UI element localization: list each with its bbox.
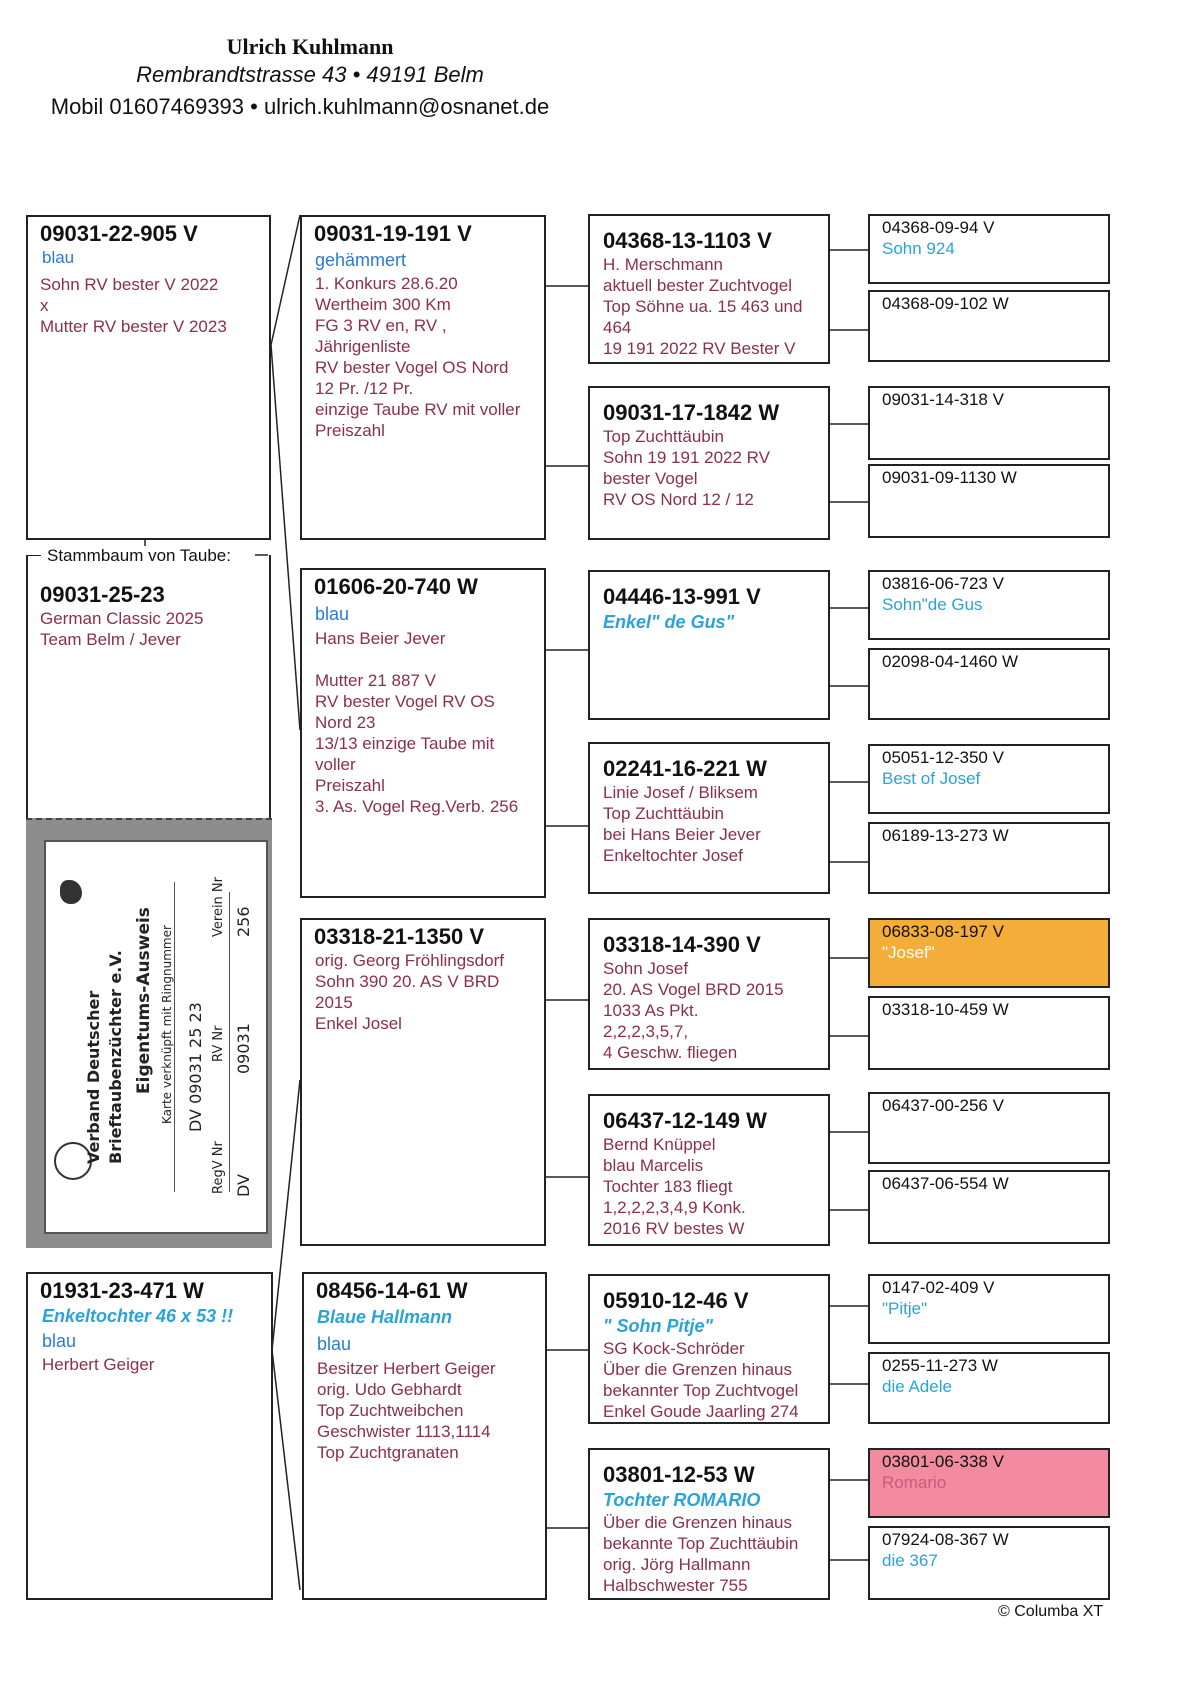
grandparent-notes: Über die Grenzen hinaus bekannte Top Zuchttäubin orig. Jörg Hallmann Halbschwester 755 [603, 1513, 799, 1595]
ggparent-ring: 0255-11-273 W [882, 1356, 998, 1375]
dam-notes: Herbert Geiger [42, 1355, 155, 1374]
ggparent-ring: 04368-09-94 V [882, 218, 995, 237]
parent-notes: Besitzer Herbert Geiger orig. Udo Gebhardt Top Zuchtweibchen Geschwister 1113,1114 Top Zuchtgranaten [317, 1359, 496, 1462]
grandparent-notes: Bernd Knüppel blau Marcelis Tochter 183 fliegt 1,2,2,2,3,4,9 Konk. 2016 RV bestes W [603, 1135, 746, 1238]
ggparent-ring: 09031-14-318 V [882, 390, 1004, 409]
grandparent-box-4 [588, 742, 830, 894]
ggparent-box-2 [868, 290, 1110, 362]
owner-contact: Mobil 01607469393 • ulrich.kuhlmann@osnanet.de [50, 94, 550, 119]
parent-box-4 [302, 1272, 547, 1600]
copyright: © Columba XT [998, 1603, 1104, 1620]
grandparent-ring: 02241-16-221 W [603, 756, 767, 781]
parent-notes: Hans Beier Jever Mutter 21 887 V RV bester Vogel RV OS Nord 23 13/13 einzige Taube mit voller Preiszahl 3. As. Vogel Reg.Verb. 256 [315, 629, 519, 816]
grandparent-ring: 03318-14-390 V [603, 932, 761, 957]
stammbaum-notes: German Classic 2025 Team Belm / Jever [40, 609, 204, 649]
dam-color: blau [42, 1331, 77, 1351]
grandparent-ring: 06437-12-149 W [603, 1108, 767, 1133]
grandparent-box-6 [588, 1094, 830, 1246]
grandparent-box-3 [588, 570, 830, 720]
grandparent-notes: Sohn Josef 20. AS Vogel BRD 2015 1033 As Pkt. 2,2,2,3,5,7, 4 Geschw. fliegen [603, 959, 784, 1062]
ownership-card [26, 818, 272, 1248]
ggparent-ring: 03801-06-338 V [882, 1452, 1004, 1471]
ggparent-ring: 03318-10-459 W [882, 1000, 1009, 1019]
dam-title: Enkeltochter 46 x 53 !! [42, 1306, 234, 1326]
ggparent-notes: die Adele [882, 1377, 952, 1396]
ggparent-notes: Best of Josef [882, 769, 981, 788]
stammbaum-frame-left [26, 555, 41, 556]
grandparent-box-1 [588, 214, 830, 364]
ggparent-notes: Romario [882, 1473, 947, 1492]
card-org2: Brieftaubenzüchter e.V. [106, 950, 125, 1164]
grandparent-ring: 05910-12-46 V [603, 1288, 749, 1313]
grandparent-title: " Sohn Pitje" [603, 1316, 714, 1336]
grandparent-notes: H. Merschmann aktuell bester Zuchtvogel Top Söhne ua. 15 463 und 464 19 191 2022 RV Bester V [603, 255, 803, 358]
stammbaum-ring: 09031-25-23 [40, 582, 165, 607]
parent-color: gehämmert [315, 250, 407, 270]
ggparent-box-12 [868, 1170, 1110, 1244]
grandparent-notes: Linie Josef / Bliksem Top Zuchttäubin bei Hans Beier Jever Enkeltochter Josef [603, 783, 761, 865]
parent-ring: 01606-20-740 W [314, 574, 478, 599]
ggparent-box-9 [868, 918, 1110, 988]
ggparent-ring: 0147-02-409 V [882, 1278, 995, 1297]
grandparent-title: Tochter ROMARIO [603, 1490, 761, 1510]
pigeon-logo-icon [60, 880, 82, 904]
grandparent-box-7 [588, 1274, 830, 1424]
ggparent-ring: 06833-08-197 V [882, 922, 1004, 941]
owner-address: Rembrandtstrasse 43 • 49191 Belm [136, 62, 484, 87]
card-regv-label: RegV Nr [211, 1141, 226, 1194]
ggparent-box-10 [868, 996, 1110, 1070]
ggparent-box-13 [868, 1274, 1110, 1344]
stammbaum-label: Stammbaum von Taube: [44, 546, 234, 566]
parent-box-3 [300, 918, 546, 1246]
card-rv: 09031 [234, 1023, 253, 1074]
owner-name: Ulrich Kuhlmann [226, 34, 394, 59]
dam-ring: 01931-23-471 W [40, 1278, 204, 1303]
card-ring: DV 09031 25 23 [186, 1002, 205, 1132]
ggparent-ring: 04368-09-102 W [882, 294, 1009, 313]
grandparent-title: Enkel" de Gus" [603, 612, 735, 632]
parent-notes: 1. Konkurs 28.6.20 Wertheim 300 Km FG 3 RV en, RV , Jährigenliste RV bester Vogel OS Nord 12 Pr. /12 Pr. einzige Taube RV mit voller Preiszahl [315, 274, 521, 440]
ggparent-box-16 [868, 1526, 1110, 1600]
ggparent-box-1 [868, 214, 1110, 284]
pigeon-notes: Sohn RV bester V 2022 x Mutter RV bester V 2023 [40, 275, 227, 336]
grandparent-ring: 03801-12-53 W [603, 1462, 755, 1487]
card-title: Eigentums-Ausweis [134, 907, 154, 1094]
pigeon-box [26, 215, 271, 540]
grandparent-ring: 09031-17-1842 W [603, 400, 780, 425]
ggparent-ring: 07924-08-367 W [882, 1530, 1009, 1549]
card-subtitle: Karte verknüpft mit Ringnummer [160, 925, 174, 1124]
grandparent-ring: 04446-13-991 V [603, 584, 761, 609]
ggparent-box-15 [868, 1448, 1110, 1518]
ggparent-box-5 [868, 570, 1110, 640]
pigeon-ring: 09031-22-905 V [40, 221, 198, 246]
ggparent-notes: Sohn 924 [882, 239, 955, 258]
card-verein-label: Verein Nr [211, 877, 226, 937]
grandparent-box-5 [588, 918, 830, 1070]
ggparent-notes: die 367 [882, 1551, 938, 1570]
parent-color: blau [317, 1334, 352, 1354]
parent-box-1 [300, 215, 546, 540]
ggparent-box-7 [868, 744, 1110, 814]
card-regv: DV [234, 1174, 253, 1197]
grandparent-notes: Top Zuchttäubin Sohn 19 191 2022 RV bester Vogel RV OS Nord 12 / 12 [603, 427, 770, 509]
card-verein: 256 [234, 906, 253, 937]
stammbaum-frame-right-v [269, 555, 271, 571]
ggparent-ring: 06189-13-273 W [882, 826, 1009, 845]
card-org: Verband Deutscher [84, 990, 103, 1164]
ggparent-box-14 [868, 1352, 1110, 1424]
parent-ring: 09031-19-191 V [314, 221, 472, 246]
ggparent-ring: 05051-12-350 V [882, 748, 1004, 767]
parent-ring: 08456-14-61 W [316, 1278, 468, 1303]
parent-ring: 03318-21-1350 V [314, 924, 485, 949]
parent-title: Blaue Hallmann [317, 1307, 453, 1327]
ggparent-notes: "Pitje" [882, 1299, 928, 1318]
parent-box-2 [300, 568, 546, 898]
grandparent-box-2 [588, 386, 830, 540]
grandparent-notes: SG Kock-Schröder Über die Grenzen hinaus bekannter Top Zuchtvogel Enkel Goude Jaarling 274 [603, 1339, 799, 1421]
ggparent-ring: 03816-06-723 V [882, 574, 1004, 593]
pigeon-color: blau [42, 248, 75, 267]
ggparent-box-8 [868, 822, 1110, 894]
ggparent-ring: 02098-04-1460 W [882, 652, 1019, 671]
ggparent-box-3 [868, 386, 1110, 460]
grandparent-box-8 [588, 1448, 830, 1600]
parent-color: blau [315, 604, 350, 624]
ggparent-box-11 [868, 1092, 1110, 1164]
ggparent-notes: Sohn"de Gus [882, 595, 983, 614]
grandparent-ring: 04368-13-1103 V [603, 228, 772, 253]
ggparent-ring: 06437-00-256 V [882, 1096, 1004, 1115]
stammbaum-frame-left-v [26, 555, 28, 571]
card-rv-label: RV Nr [211, 1025, 226, 1062]
stammbaum-box [26, 570, 271, 820]
ggparent-ring: 09031-09-1130 W [882, 468, 1017, 487]
parent-notes: orig. Georg Fröhlingsdorf Sohn 390 20. AS V BRD 2015 Enkel Josel [315, 951, 504, 1033]
ggparent-box-4 [868, 464, 1110, 538]
ggparent-box-6 [868, 648, 1110, 720]
ggparent-notes: "Josef" [882, 943, 935, 962]
dam-box [26, 1272, 273, 1600]
ggparent-ring: 06437-06-554 W [882, 1174, 1009, 1193]
